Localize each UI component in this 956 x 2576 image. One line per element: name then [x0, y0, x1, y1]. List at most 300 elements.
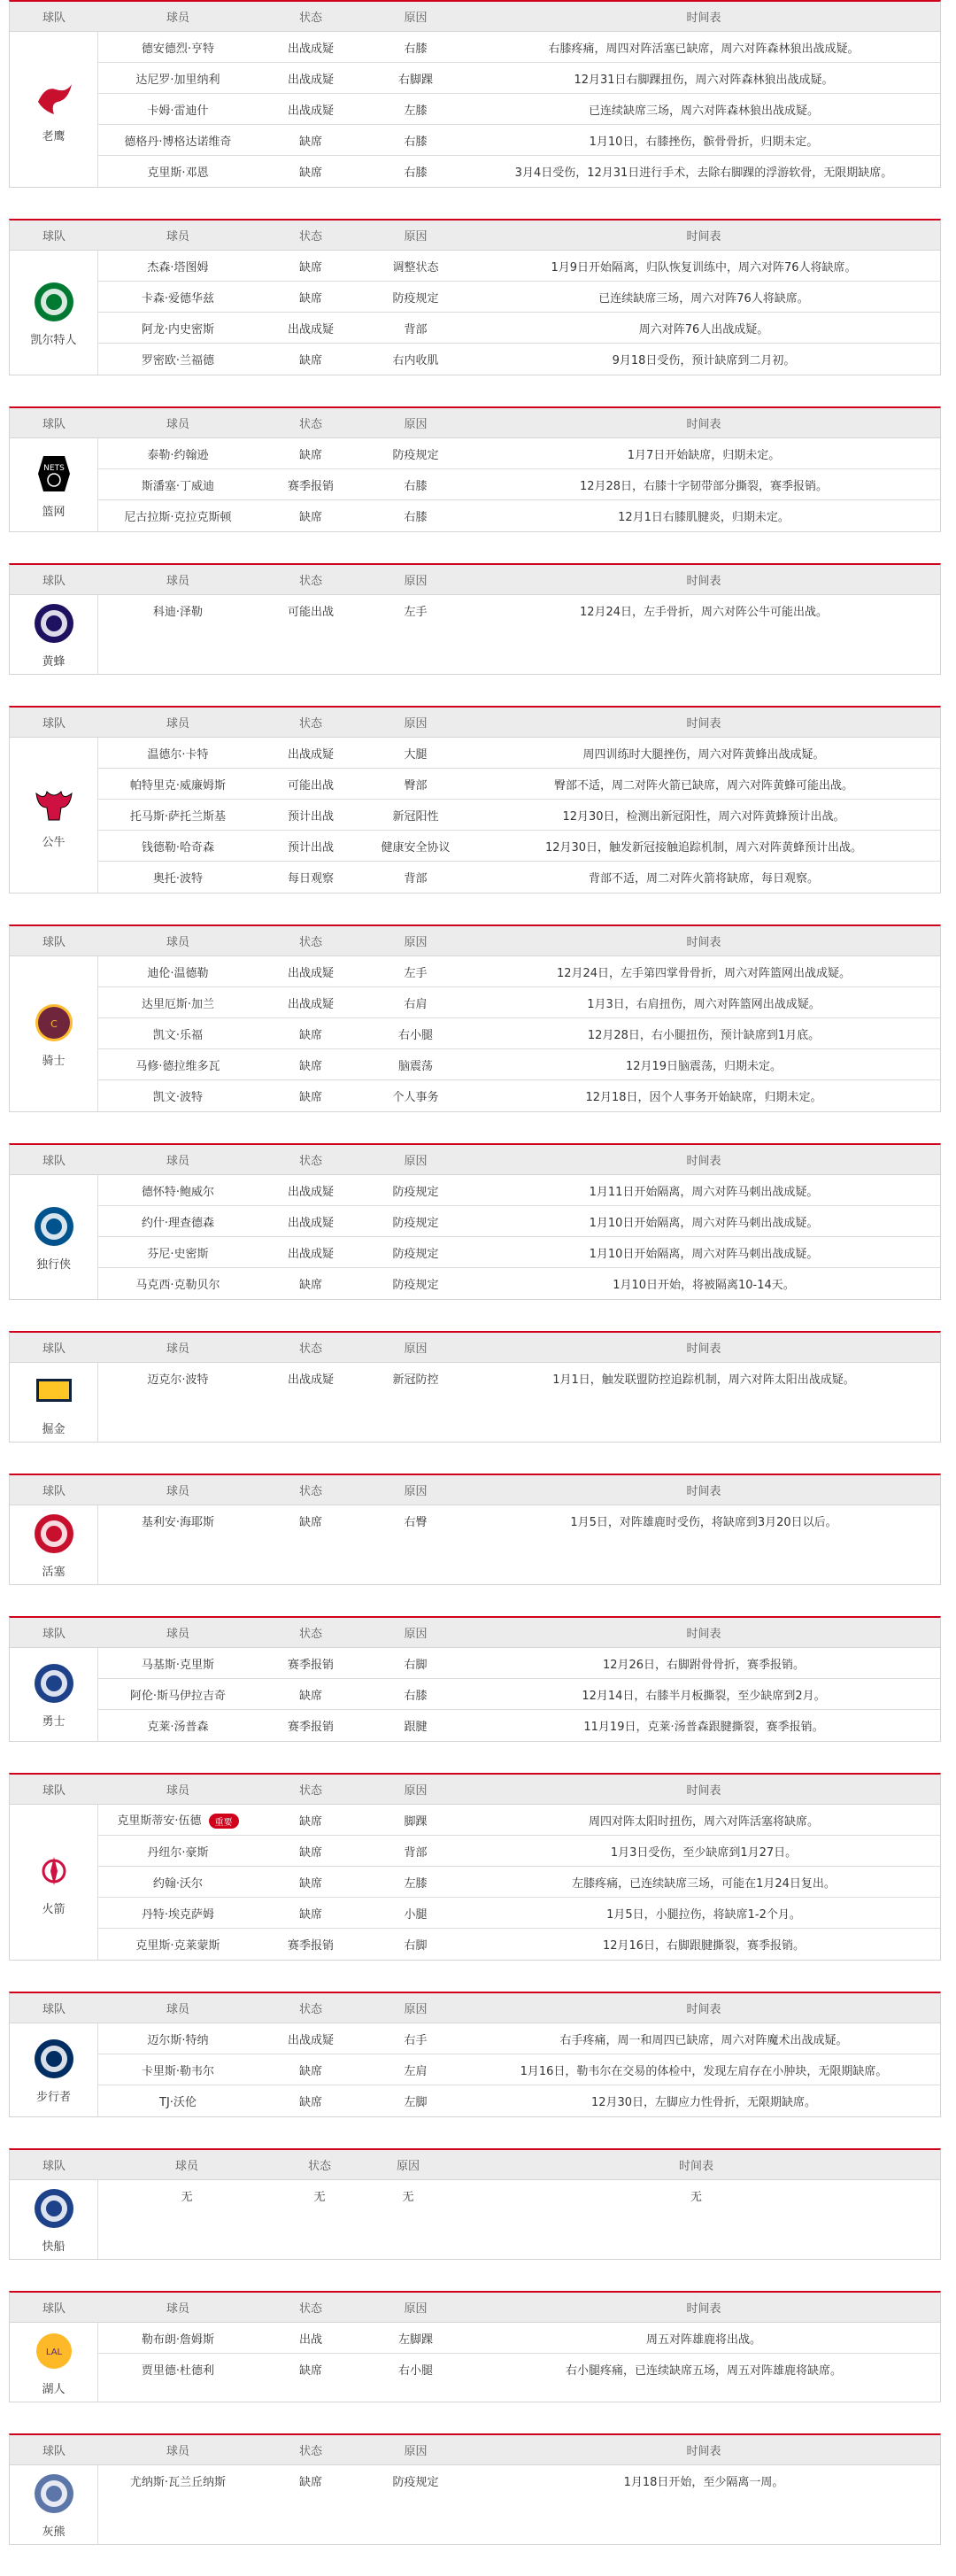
- cell-status: 出战: [298, 2332, 322, 2347]
- header-status: 状态: [298, 575, 322, 588]
- header-team: 球队: [42, 936, 66, 949]
- team-name: 快船: [42, 2240, 66, 2254]
- header-team: 球队: [42, 2445, 66, 2458]
- cell-status: 预计出战: [287, 809, 334, 824]
- table-header: [10, 2293, 940, 2323]
- cell-player: 迈尔斯·特纳: [147, 2033, 209, 2047]
- cell-time: 12月1日右膝肌腱炎，归期未定。: [618, 511, 790, 524]
- team-block: [9, 1143, 941, 1300]
- cell-reason: 右脚踝: [397, 73, 433, 87]
- cell-status: 可能出战: [287, 778, 334, 793]
- table-header: [10, 408, 940, 438]
- cell-status: 缺席: [298, 1059, 322, 1073]
- cell-player: 托马斯·萨托兰斯基: [129, 809, 227, 824]
- table-row: [98, 1080, 940, 1111]
- header-time: 时间表: [686, 717, 721, 731]
- cell-reason: 臀部: [404, 778, 428, 793]
- cell-player: 卡森·爱德华兹: [141, 291, 215, 306]
- team-name: 独行侠: [35, 1257, 71, 1272]
- header-player: 球员: [166, 1155, 189, 1168]
- cell-player: 奥托·波特: [152, 872, 204, 886]
- header-team: 球队: [42, 1628, 66, 1641]
- nets-logo: [31, 451, 77, 497]
- cell-reason: 脑震荡: [397, 1059, 433, 1073]
- cell-time: 背部不适，周二对阵火箭将缺席，每日观察。: [588, 872, 819, 886]
- header-player: 球员: [166, 1784, 189, 1798]
- team-cell: [10, 438, 98, 531]
- cell-reason: 右小腿: [397, 1028, 433, 1042]
- cell-status: 赛季报销: [287, 1658, 334, 1672]
- cell-time: 3月4日受伤，12月31日进行手术，去除右脚踝的浮游软骨，无限期缺席。: [514, 166, 893, 180]
- team-name: 湖人: [42, 2383, 66, 2396]
- cell-time: 右手疼痛，周一和周四已缺席，周六对阵魔术出战成疑。: [559, 2033, 848, 2047]
- cell-time: 1月18日开始，至少隔离一周。: [623, 2476, 784, 2489]
- table-header: [10, 1775, 940, 1805]
- team-cell: [10, 32, 98, 187]
- cell-time: 1月9日开始隔离，归队恢复训练中，周六对阵76人将缺席。: [551, 260, 857, 275]
- cell-status: 缺席: [298, 2476, 322, 2489]
- cell-status: 可能出战: [287, 606, 334, 619]
- cell-reason: 左脚踝: [397, 2332, 433, 2347]
- cell-reason: 左手: [404, 606, 428, 619]
- cell-player: 尼古拉斯·克拉克斯顿: [124, 511, 232, 524]
- cell-reason: 跟腱: [404, 1721, 428, 1734]
- team-block: [9, 1616, 941, 1742]
- table-row: [98, 469, 940, 500]
- cell-time: 周四训练时大腿挫伤，周六对阵黄蜂出战成疑。: [582, 747, 825, 762]
- header-status: 状态: [298, 717, 322, 731]
- team-cell: [10, 738, 98, 893]
- table-header: [10, 1475, 940, 1505]
- cell-player: 科迪·泽勒: [152, 606, 204, 619]
- header-team: 球队: [42, 717, 66, 731]
- header-reason: 原因: [404, 1155, 428, 1168]
- cell-status: 赛季报销: [287, 479, 334, 493]
- cell-player: 马修·德拉维多瓦: [135, 1059, 220, 1073]
- table-row: [98, 1206, 940, 1237]
- header-time: 时间表: [686, 230, 721, 244]
- cell-player: 达尼罗·加里纳利: [135, 73, 220, 87]
- cell-reason: 健康安全协议: [381, 840, 451, 855]
- table-header: [10, 708, 940, 738]
- table-row: [98, 344, 940, 375]
- cell-time: 左膝疼痛，已连续缺席三场，可能在1月24日复出。: [572, 1876, 836, 1891]
- cell-player: 德怀特·鲍威尔: [141, 1185, 215, 1199]
- table-row: [98, 63, 940, 94]
- cell-reason: 左肩: [404, 2064, 428, 2078]
- cell-status: 缺席: [298, 448, 322, 462]
- table-row: [98, 862, 940, 893]
- cell-status: 赛季报销: [287, 1939, 334, 1953]
- cell-status: 缺席: [298, 260, 322, 275]
- table-header: [10, 1993, 940, 2023]
- cell-status: 缺席: [298, 354, 322, 367]
- cell-time: 12月28日，右小腿扭伤，预计缺席到1月底。: [587, 1028, 821, 1042]
- cell-status: 缺席: [298, 1516, 322, 1529]
- mavericks-logo: [31, 1203, 77, 1249]
- cell-time: 1月10日，右膝挫伤，髌骨骨折，归期未定。: [589, 135, 819, 149]
- cell-reason: 无: [402, 2191, 414, 2204]
- table-row: [98, 251, 940, 282]
- cell-time: 1月16日，勒韦尔在交易的体检中，发现左肩存在小肿块，无限期缺席。: [520, 2064, 888, 2078]
- table-row: [98, 738, 940, 769]
- cell-player: 卡里斯·勒韦尔: [141, 2064, 215, 2078]
- cell-time: 9月18日受伤，预计缺席到二月初。: [612, 354, 796, 367]
- header-reason: 原因: [404, 1784, 428, 1798]
- lakers-logo: [31, 2328, 77, 2374]
- cell-reason: 左膝: [404, 104, 428, 118]
- table-row: [98, 1237, 940, 1268]
- cell-time: 12月26日，右脚跗骨骨折，赛季报销。: [602, 1658, 806, 1672]
- cell-reason: 防疫规定: [392, 448, 439, 462]
- cell-player: 阿龙·内史密斯: [141, 322, 215, 337]
- team-name: 凯尔特人: [30, 333, 77, 347]
- cell-reason: 右小腿: [397, 2364, 433, 2378]
- table-header: [10, 1333, 940, 1363]
- header-player: 球员: [166, 1485, 189, 1498]
- header-team: 球队: [42, 1155, 66, 1168]
- cell-time: 12月18日，因个人事务开始缺席，归期未定。: [585, 1091, 822, 1104]
- table-row: [98, 831, 940, 862]
- cell-reason: 右内收肌: [392, 354, 439, 367]
- cell-reason: 右肩: [404, 997, 428, 1011]
- header-player: 球员: [166, 936, 189, 949]
- table-row: [98, 32, 940, 63]
- header-status: 状态: [298, 1485, 322, 1498]
- team-cell: [10, 956, 98, 1111]
- table-row: [98, 1175, 940, 1206]
- header-team: 球队: [42, 1342, 66, 1356]
- table-row: [98, 438, 940, 469]
- cell-reason: 右手: [404, 2033, 428, 2047]
- bulls-logo: [31, 781, 77, 827]
- cell-status: 缺席: [298, 2096, 322, 2109]
- table-row: [98, 595, 940, 626]
- pacers-logo: [31, 2036, 77, 2082]
- header-status: 状态: [298, 12, 322, 25]
- cell-reason: 调整状态: [392, 260, 439, 275]
- cell-time: 12月28日，右膝十字韧带部分撕裂，赛季报销。: [579, 479, 829, 493]
- table-row: [98, 2354, 940, 2385]
- cell-reason: 背部: [404, 1845, 428, 1860]
- header-player: 球员: [174, 2160, 198, 2173]
- header-time: 时间表: [686, 1485, 721, 1498]
- cell-status: 出战成疑: [287, 322, 334, 337]
- cell-status: 出战成疑: [287, 966, 334, 980]
- header-team: 球队: [42, 1485, 66, 1498]
- cell-reason: 右膝: [404, 479, 428, 493]
- cell-player: 尤纳斯·瓦兰丘纳斯: [129, 2476, 227, 2489]
- header-player: 球员: [166, 2003, 189, 2016]
- header-time: 时间表: [686, 2445, 721, 2458]
- team-cell: [10, 251, 98, 375]
- table-row: [98, 956, 940, 987]
- header-team: 球队: [42, 575, 66, 588]
- important-badge: 重要: [209, 1814, 239, 1829]
- header-reason: 原因: [404, 1342, 428, 1356]
- table-row: [98, 1648, 940, 1679]
- header-status: 状态: [298, 936, 322, 949]
- table-row: [98, 1049, 940, 1080]
- table-row: [98, 987, 940, 1018]
- cell-time: 周六对阵76人出战成疑。: [638, 322, 769, 337]
- cell-time: 1月5日，对阵雄鹿时受伤，将缺席到3月20日以后。: [570, 1516, 837, 1529]
- table-row: [98, 1898, 940, 1929]
- cell-player: 贾里德·杜德利: [141, 2364, 215, 2378]
- cell-player: 芬尼·史密斯: [147, 1247, 209, 1261]
- cell-player: 达里厄斯·加兰: [141, 997, 215, 1011]
- header-status: 状态: [298, 1155, 322, 1168]
- header-player: 球员: [166, 230, 189, 244]
- cell-status: 缺席: [298, 166, 322, 180]
- cell-player: 丹纽尔·豪斯: [147, 1845, 209, 1860]
- table-header: [10, 565, 940, 595]
- header-reason: 原因: [396, 2160, 420, 2173]
- table-header: [10, 1145, 940, 1175]
- team-cell: [10, 1175, 98, 1299]
- cell-player: 卡姆·雷迪什: [147, 104, 209, 118]
- header-status: 状态: [298, 418, 322, 431]
- table-row: [98, 800, 940, 831]
- table-row: [98, 125, 940, 156]
- cell-time: 1月11日开始隔离，周六对阵马刺出战成疑。: [589, 1185, 819, 1199]
- cell-status: 缺席: [298, 1876, 322, 1891]
- header-time: 时间表: [686, 418, 721, 431]
- cell-status: 出战成疑: [287, 104, 334, 118]
- cell-status: 出战成疑: [287, 42, 334, 56]
- svg-text:C: C: [50, 1018, 58, 1030]
- cell-reason: 右膝: [404, 511, 428, 524]
- warriors-logo: [31, 1660, 77, 1706]
- header-team: 球队: [42, 12, 66, 25]
- table-row: [98, 1929, 940, 1960]
- team-name: 黄蜂: [42, 655, 66, 669]
- table-header: [10, 926, 940, 956]
- cell-player: 克里斯·克莱蒙斯: [135, 1939, 220, 1953]
- cell-time: 12月24日，左手第四掌骨骨折，周六对阵篮网出战成疑。: [556, 966, 852, 980]
- cell-player: 克莱·汤普森: [147, 1721, 209, 1734]
- cell-status: 缺席: [298, 1845, 322, 1860]
- table-row: [98, 1679, 940, 1710]
- hawks-logo: [31, 75, 77, 121]
- cell-status: 缺席: [298, 2064, 322, 2078]
- cell-status: 缺席: [298, 1091, 322, 1104]
- cell-reason: 左手: [404, 966, 428, 980]
- team-cell: [10, 595, 98, 674]
- cell-time: 1月10日开始，将被隔离10-14天。: [613, 1279, 795, 1292]
- team-name: 掘金: [42, 1423, 66, 1436]
- header-time: 时间表: [686, 936, 721, 949]
- header-reason: 原因: [404, 1628, 428, 1641]
- celtics-logo: [31, 279, 77, 325]
- cell-status: 出战成疑: [287, 1185, 334, 1199]
- cell-time: 11月19日，克莱·汤普森跟腱撕裂，赛季报销。: [583, 1721, 824, 1734]
- header-status: 状态: [298, 230, 322, 244]
- team-name: 公牛: [42, 836, 66, 849]
- cell-player: 泰勒·约翰逊: [147, 448, 209, 462]
- cell-reason: 新冠阳性: [392, 809, 439, 824]
- cell-reason: 防疫规定: [392, 2476, 439, 2489]
- header-reason: 原因: [404, 717, 428, 731]
- pistons-logo: [31, 1511, 77, 1557]
- header-player: 球员: [166, 2445, 189, 2458]
- team-block: [9, 706, 941, 893]
- cell-player: 约翰·沃尔: [152, 1876, 204, 1891]
- cell-status: 赛季报销: [287, 1721, 334, 1734]
- team-block: [9, 1773, 941, 1961]
- table-row: [98, 1268, 940, 1299]
- header-team: 球队: [42, 418, 66, 431]
- team-cell: [10, 1648, 98, 1741]
- cell-time: 右小腿疼痛，已连续缺席五场，周五对阵雄鹿将缺席。: [565, 2364, 842, 2378]
- team-block: [9, 219, 941, 375]
- cell-time: 1月10日开始隔离，周六对阵马刺出战成疑。: [589, 1216, 819, 1230]
- team-block: [9, 563, 941, 675]
- team-name: 勇士: [42, 1715, 66, 1729]
- header-status: 状态: [298, 1784, 322, 1798]
- cell-player: 马克西·克勒贝尔: [135, 1279, 220, 1292]
- cell-reason: 个人事务: [392, 1091, 439, 1104]
- cell-player: 温德尔·卡特: [147, 747, 209, 762]
- header-player: 球员: [166, 1628, 189, 1641]
- cell-reason: 脚踝: [404, 1814, 428, 1829]
- rockets-logo: [31, 1848, 77, 1894]
- cell-time: 右膝疼痛，周四对阵活塞已缺席，周六对阵森林狼出战成疑。: [548, 42, 860, 56]
- header-status: 状态: [307, 2160, 331, 2173]
- team-block: [9, 406, 941, 532]
- cell-player: 约什·理查德森: [141, 1216, 215, 1230]
- header-player: 球员: [166, 12, 189, 25]
- cell-status: 出战成疑: [287, 73, 334, 87]
- cell-status: 无: [313, 2191, 326, 2204]
- table-header: [10, 2, 940, 32]
- team-cell: [10, 1363, 98, 1442]
- cell-player: 丹特·埃克萨姆: [141, 1907, 215, 1922]
- table-header: [10, 2435, 940, 2465]
- header-team: 球队: [42, 2003, 66, 2016]
- cell-player: 基利安·海耶斯: [141, 1516, 215, 1529]
- table-header: [10, 1618, 940, 1648]
- svg-text:LAL: LAL: [45, 2348, 62, 2357]
- cell-player: 无: [181, 2191, 193, 2204]
- header-team: 球队: [42, 2160, 66, 2173]
- cell-player: 德格丹·博格达诺维奇: [124, 135, 232, 149]
- team-cell: [10, 2180, 98, 2259]
- header-time: 时间表: [678, 2160, 713, 2173]
- header-time: 时间表: [686, 2003, 721, 2016]
- header-reason: 原因: [404, 12, 428, 25]
- cell-reason: 右膝: [404, 42, 428, 56]
- header-reason: 原因: [404, 2003, 428, 2016]
- cell-time: 1月3日，右肩扭伤，周六对阵篮网出战成疑。: [587, 997, 821, 1011]
- cell-status: 每日观察: [287, 872, 334, 886]
- cell-player: 马基斯·克里斯: [141, 1658, 215, 1672]
- cell-time: 12月30日，检测出新冠阳性，周六对阵黄蜂预计出战。: [562, 809, 845, 824]
- cell-player: 勒布朗·詹姆斯: [141, 2332, 215, 2347]
- table-row: [98, 1363, 940, 1394]
- cell-reason: 右脚: [404, 1939, 428, 1953]
- team-name: 活塞: [42, 1566, 66, 1579]
- table-row: [98, 2054, 940, 2085]
- cell-status: 缺席: [298, 1279, 322, 1292]
- header-time: 时间表: [686, 2302, 721, 2316]
- cell-time: 周五对阵雄鹿将出战。: [645, 2332, 761, 2347]
- header-status: 状态: [298, 1628, 322, 1641]
- header-time: 时间表: [686, 1342, 721, 1356]
- cell-status: 出战成疑: [287, 747, 334, 762]
- cell-player: 凯文·波特: [152, 1091, 204, 1104]
- cell-status: 缺席: [298, 135, 322, 149]
- cell-reason: 背部: [404, 872, 428, 886]
- table-row: [98, 1867, 940, 1898]
- cell-time: 12月24日，左手骨折，周六对阵公牛可能出战。: [579, 606, 829, 619]
- cell-reason: 右膝: [404, 1689, 428, 1703]
- team-cell: [10, 1505, 98, 1584]
- team-block: [9, 924, 941, 1112]
- cell-time: 12月14日，右膝半月板撕裂，至少缺席到2月。: [582, 1689, 826, 1703]
- cell-time: 周四对阵太阳时扭伤，周六对阵活塞将缺席。: [588, 1814, 819, 1829]
- cell-player: 克里斯蒂安·伍德 重要: [98, 1811, 258, 1829]
- cell-time: 12月16日，右脚跟腱撕裂，赛季报销。: [602, 1939, 806, 1953]
- cell-status: 出战成疑: [287, 1373, 334, 1387]
- table-header: [10, 220, 940, 251]
- cell-time: 1月10日开始隔离，周六对阵马刺出战成疑。: [589, 1247, 819, 1261]
- svg-text:NETS: NETS: [42, 464, 65, 473]
- header-reason: 原因: [404, 575, 428, 588]
- team-block: [9, 1474, 941, 1585]
- cell-reason: 大腿: [404, 747, 428, 762]
- cell-reason: 背部: [404, 322, 428, 337]
- grizzlies-logo: [31, 2471, 77, 2517]
- cell-reason: 防疫规定: [392, 1247, 439, 1261]
- team-block: [9, 1331, 941, 1443]
- team-cell: [10, 1805, 98, 1960]
- team-cell: [10, 2323, 98, 2402]
- cell-reason: 防疫规定: [392, 1216, 439, 1230]
- cell-time: 12月30日，左脚应力性骨折，无限期缺席。: [590, 2096, 817, 2109]
- nuggets-logo: [31, 1368, 77, 1414]
- cell-player: 阿伦·斯马伊拉吉奇: [129, 1689, 227, 1703]
- cell-status: 出战成疑: [287, 997, 334, 1011]
- header-time: 时间表: [686, 1784, 721, 1798]
- cell-time: 12月31日右脚踝扭伤，周六对阵森林狼出战成疑。: [574, 73, 834, 87]
- cell-status: 缺席: [298, 1814, 322, 1829]
- header-reason: 原因: [404, 936, 428, 949]
- cell-status: 预计出战: [287, 840, 334, 855]
- header-time: 时间表: [686, 1628, 721, 1641]
- table-row: [98, 2085, 940, 2116]
- team-block: [9, 2148, 941, 2260]
- table-row: [98, 313, 940, 344]
- table-row: [98, 769, 940, 800]
- cell-time: 已连续缺席三场，周六对阵76人将缺席。: [598, 291, 809, 306]
- team-cell: [10, 2465, 98, 2544]
- team-block: [9, 2291, 941, 2402]
- cell-status: 缺席: [298, 1907, 322, 1922]
- cell-reason: 左脚: [404, 2096, 428, 2109]
- cell-player: 凯文·乐福: [152, 1028, 204, 1042]
- table-row: [98, 2465, 940, 2496]
- team-name: 老鹰: [42, 130, 66, 143]
- table-row: [98, 1836, 940, 1867]
- cell-time: 臀部不适，周二对阵火箭已缺席，周六对阵黄蜂可能出战。: [553, 778, 853, 793]
- cell-reason: 右膝: [404, 135, 428, 149]
- table-row: [98, 156, 940, 187]
- header-time: 时间表: [686, 1155, 721, 1168]
- cell-status: 缺席: [298, 1689, 322, 1703]
- cell-player: 罗密欧·兰福德: [141, 354, 215, 367]
- cell-player: 迈克尔·波特: [147, 1373, 209, 1387]
